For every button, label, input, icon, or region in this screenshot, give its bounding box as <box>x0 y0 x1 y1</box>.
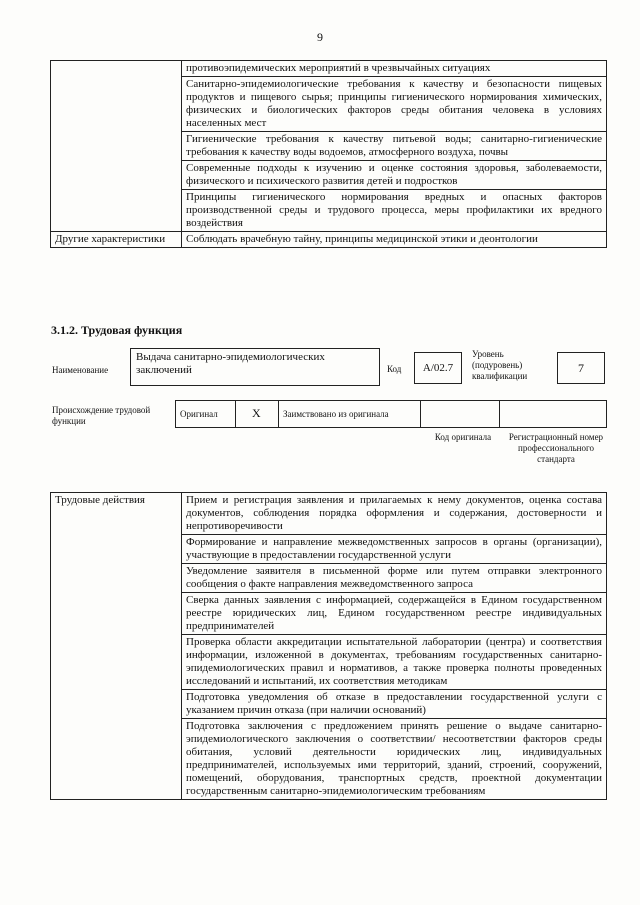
other-characteristics-label: Другие характеристики <box>51 232 182 248</box>
origin-label: Происхождение трудовой функции <box>52 405 151 426</box>
table-row: Формирование и направление межведомственных запросов в органы (организации), участвующие в предоставлении государственной услуги <box>182 535 607 564</box>
divider <box>278 400 279 428</box>
other-characteristics-text: Соблюдать врачебную тайну, принципы медицинской этики и деонтологии <box>182 232 607 248</box>
divider <box>499 400 500 428</box>
function-name-box: Выдача санитарно-эпидемиологических заключений <box>130 348 380 386</box>
name-label: Наименование <box>52 365 109 375</box>
empty-label-cell <box>51 61 182 232</box>
table-row: Принципы гигиенического нормирования вредных и опасных факторов производственной среды и трудового процесса, меры профилактики их вредного воздействия <box>182 190 607 232</box>
page-number: 9 <box>317 30 323 44</box>
origin-row <box>175 400 607 428</box>
reg-number-caption: Регистрационный номер профессионального стандарта <box>508 432 604 464</box>
table-row: Гигиенические требования к качеству питьевой воды; санитарно-гигиенические требования к качеству воды водоемов, атмосферного воздуха, почвы <box>182 132 607 161</box>
table-row: Проверка области аккредитации испытательной лаборатории (центра) и соответствия информации, изложенной в документах, требованиям государственных санитарно-эпидемиологических правил и нормативов, а также проверка полноты проведенных исследований и испытаний, их соответствия методикам <box>182 635 607 690</box>
original-label: Оригинал <box>180 409 218 419</box>
table-row: Уведомление заявителя в письменной форме или путем отправки электронного сообщения о факте направления межведомственного запроса <box>182 564 607 593</box>
divider <box>235 400 236 428</box>
table-row: Прием и регистрация заявления и прилагаемых к нему документов, оценка состава документов, соблюдения порядка оформления и содержания, достоверности и непротиворечивости <box>182 493 607 535</box>
borrowed-label: Заимствовано из оригинала <box>283 409 389 419</box>
labor-actions-table <box>50 492 607 800</box>
labor-actions-label: Трудовые действия <box>51 493 182 800</box>
level-label: Уровень (подуровень) квалификации <box>472 349 528 381</box>
code-box: А/02.7 <box>414 352 462 384</box>
table-row: Сверка данных заявления с информацией, содержащейся в Едином государственном реестре юридических лиц, Едином государственном реестре индивидуальных предпринимателей <box>182 593 607 635</box>
code-label: Код <box>387 364 402 374</box>
divider <box>420 400 421 428</box>
table-row: Современные подходы к изучению и оценке состояния здоровья, заболеваемости, физического и психического развития детей и подростков <box>182 161 607 190</box>
level-box: 7 <box>557 352 605 384</box>
table-row: Подготовка заключения с предложением принять решение о выдаче санитарно-эпидемиологического заключения о соответствии/ несоответствии факторов среды обитания, условий деятельности юридических лиц, индивидуальных предпринимателей, используемых ими территорий, зданий, строений, сооружений, помещений, оборудования, транспортных средств, проектной документации государственным санитарно-эпидемиологическим требованиям <box>182 719 607 800</box>
table-row: противоэпидемических мероприятий в чрезвычайных ситуациях <box>182 61 607 77</box>
table-row: Подготовка уведомления об отказе в предоставлении государственной услуги с указанием причин отказа (при наличии оснований) <box>182 690 607 719</box>
section-title: 3.1.2. Трудовая функция <box>51 323 183 337</box>
knowledge-table-continued <box>50 60 607 248</box>
original-mark: X <box>252 406 261 420</box>
table-row: Санитарно-эпидемиологические требования к качеству и безопасности пищевых продуктов и пищевого сырья; принципы гигиенического нормирования химических, физических и биологических факторов среды обитания человека в условиях населенных мест <box>182 77 607 132</box>
original-code-caption: Код оригинала <box>434 432 492 442</box>
